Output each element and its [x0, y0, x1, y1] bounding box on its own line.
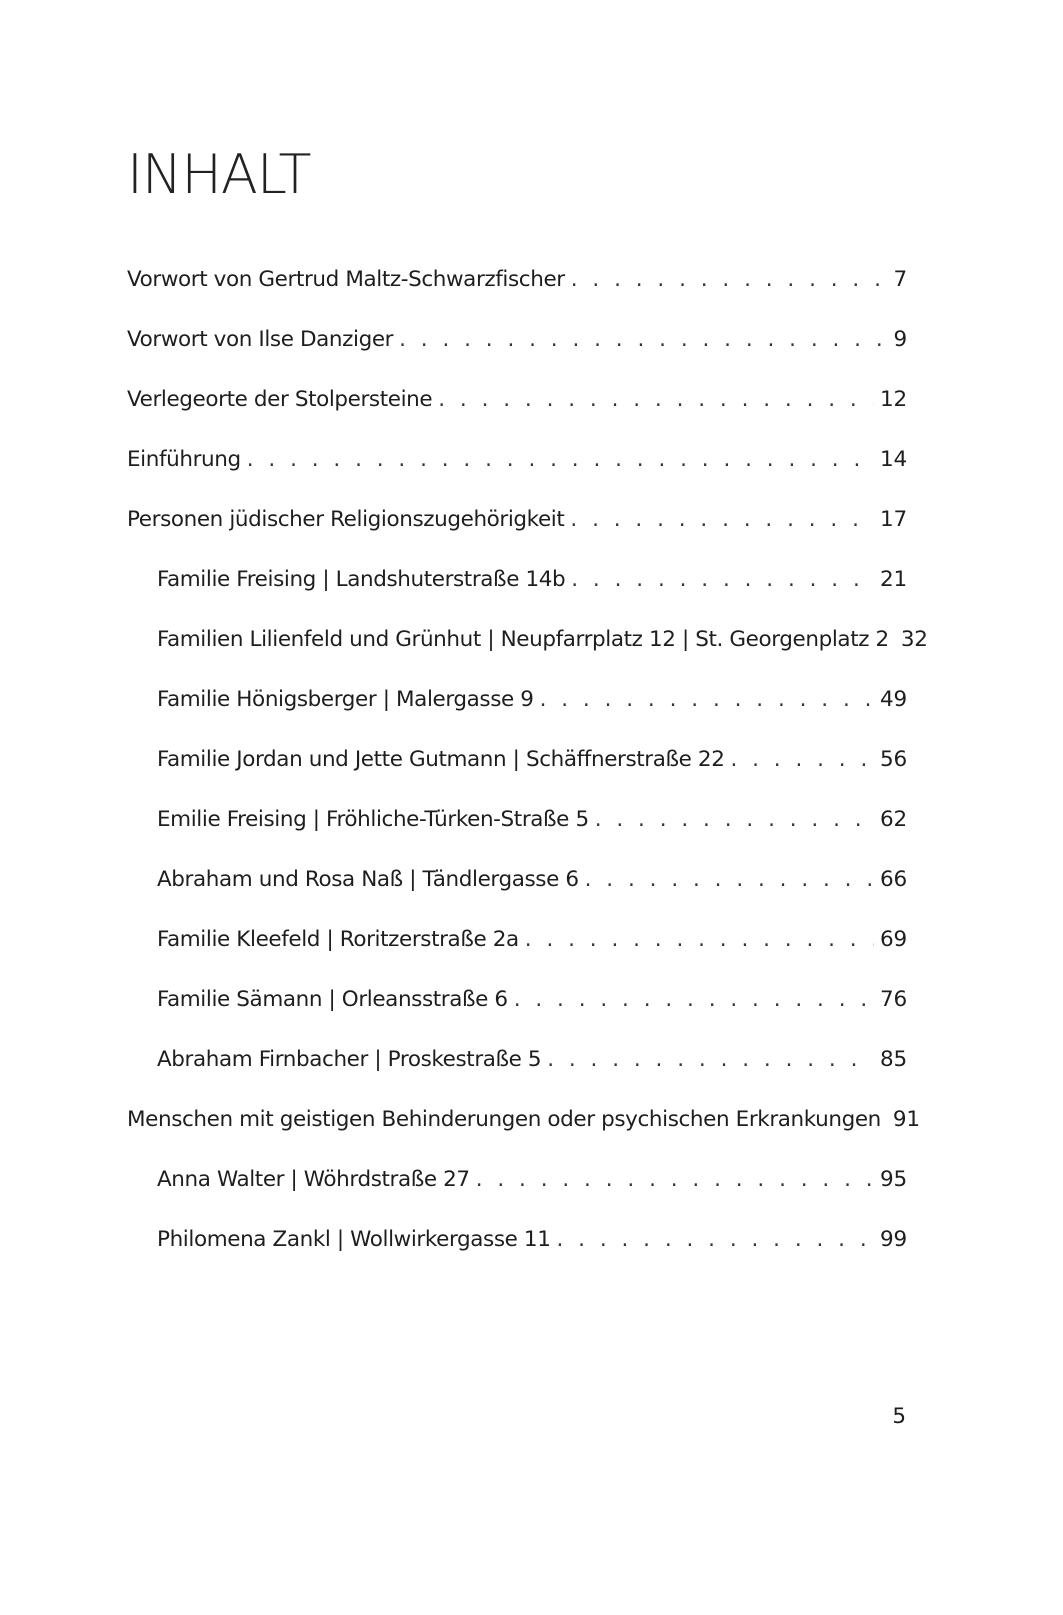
toc-entry-page: 56	[880, 747, 907, 772]
table-of-contents	[127, 262, 928, 1282]
toc-entry	[127, 802, 907, 862]
toc-entry-title: Emilie Freising | Fröhliche-Türken-Straße 5	[157, 807, 589, 832]
toc-entry-title: Anna Walter | Wöhrdstraße 27	[157, 1167, 470, 1192]
toc-dot-leader	[399, 322, 887, 358]
page-number: 5	[892, 1404, 906, 1429]
toc-entry-title: Familie Sämann | Orleansstraße 6	[157, 987, 508, 1012]
toc-entry-title: Einführung	[127, 447, 241, 472]
toc-dot-leader	[547, 1042, 874, 1078]
toc-entry-page: 85	[880, 1047, 907, 1072]
toc-entry-page: 17	[880, 507, 907, 532]
toc-entry-page: 14	[880, 447, 907, 472]
toc-entry	[127, 1222, 907, 1282]
toc-dot-leader	[438, 382, 874, 418]
toc-entry	[127, 1042, 907, 1102]
toc-entry	[127, 562, 907, 622]
toc-dot-leader	[570, 502, 874, 538]
toc-entry-page: 49	[880, 687, 907, 712]
toc-dot-leader	[585, 862, 874, 898]
toc-entry	[127, 322, 907, 382]
toc-dot-leader	[476, 1162, 874, 1198]
toc-entry-page: 91	[892, 1107, 920, 1132]
toc-dot-leader	[571, 262, 888, 298]
toc-entry-page: 95	[880, 1167, 907, 1192]
toc-entry-page: 69	[880, 927, 907, 952]
toc-entry-page: 32	[900, 627, 928, 652]
toc-dot-leader	[514, 982, 874, 1018]
toc-dot-leader	[571, 562, 874, 598]
toc-entry-page: 12	[880, 387, 907, 412]
toc-entry-title: Abraham Firnbacher | Proskestraße 5	[157, 1047, 542, 1072]
toc-entry-title: Menschen mit geistigen Behinderungen oder psychischen Erkrankungen	[127, 1107, 881, 1132]
toc-entry-title: Familie Jordan und Jette Gutmann | Schäffnerstraße 22	[157, 747, 725, 772]
toc-entry-title: Vorwort von Gertrud Maltz-Schwarzfischer	[127, 267, 565, 292]
toc-entry-title: Abraham und Rosa Naß | Tändlergasse 6	[157, 867, 579, 892]
toc-entry	[127, 382, 907, 442]
toc-entry	[127, 862, 907, 922]
toc-entry-page: 66	[880, 867, 907, 892]
toc-entry	[127, 922, 907, 982]
toc-entry-page: 9	[893, 327, 907, 352]
toc-entry-title: Familie Kleefeld | Roritzerstraße 2a	[157, 927, 519, 952]
toc-entry-title: Vorwort von Ilse Danziger	[127, 327, 394, 352]
toc-dot-leader	[595, 802, 874, 838]
toc-entry	[127, 742, 907, 802]
toc-entry-page: 7	[893, 267, 907, 292]
toc-entry	[127, 442, 907, 502]
toc-entry-title: Personen jüdischer Religionszugehörigkeit	[127, 507, 565, 532]
toc-dot-leader	[540, 682, 874, 718]
toc-entry	[127, 622, 928, 682]
toc-entry-title: Verlegeorte der Stolpersteine	[127, 387, 433, 412]
toc-entry-title: Familie Hönigsberger | Malergasse 9	[157, 687, 534, 712]
toc-dot-leader	[556, 1222, 874, 1258]
toc-entry-title: Philomena Zankl | Wollwirkergasse 11	[157, 1227, 551, 1252]
page-title: INHALT	[127, 143, 311, 206]
toc-entry	[127, 262, 907, 322]
toc-dot-leader	[525, 922, 874, 958]
toc-dot-leader	[247, 442, 874, 478]
toc-entry-page: 21	[880, 567, 907, 592]
toc-entry	[127, 502, 907, 562]
toc-entry-page: 62	[880, 807, 907, 832]
toc-entry	[127, 1102, 920, 1162]
toc-entry	[127, 982, 907, 1042]
toc-entry-title: Familien Lilienfeld und Grünhut | Neupfarrplatz 12 | St. Georgenplatz 2	[157, 627, 889, 652]
toc-entry-page: 76	[880, 987, 907, 1012]
toc-entry-title: Familie Freising | Landshuterstraße 14b	[157, 567, 566, 592]
toc-entry	[127, 682, 907, 742]
toc-entry-page: 99	[880, 1227, 907, 1252]
toc-entry	[127, 1162, 907, 1222]
toc-dot-leader	[730, 742, 874, 778]
